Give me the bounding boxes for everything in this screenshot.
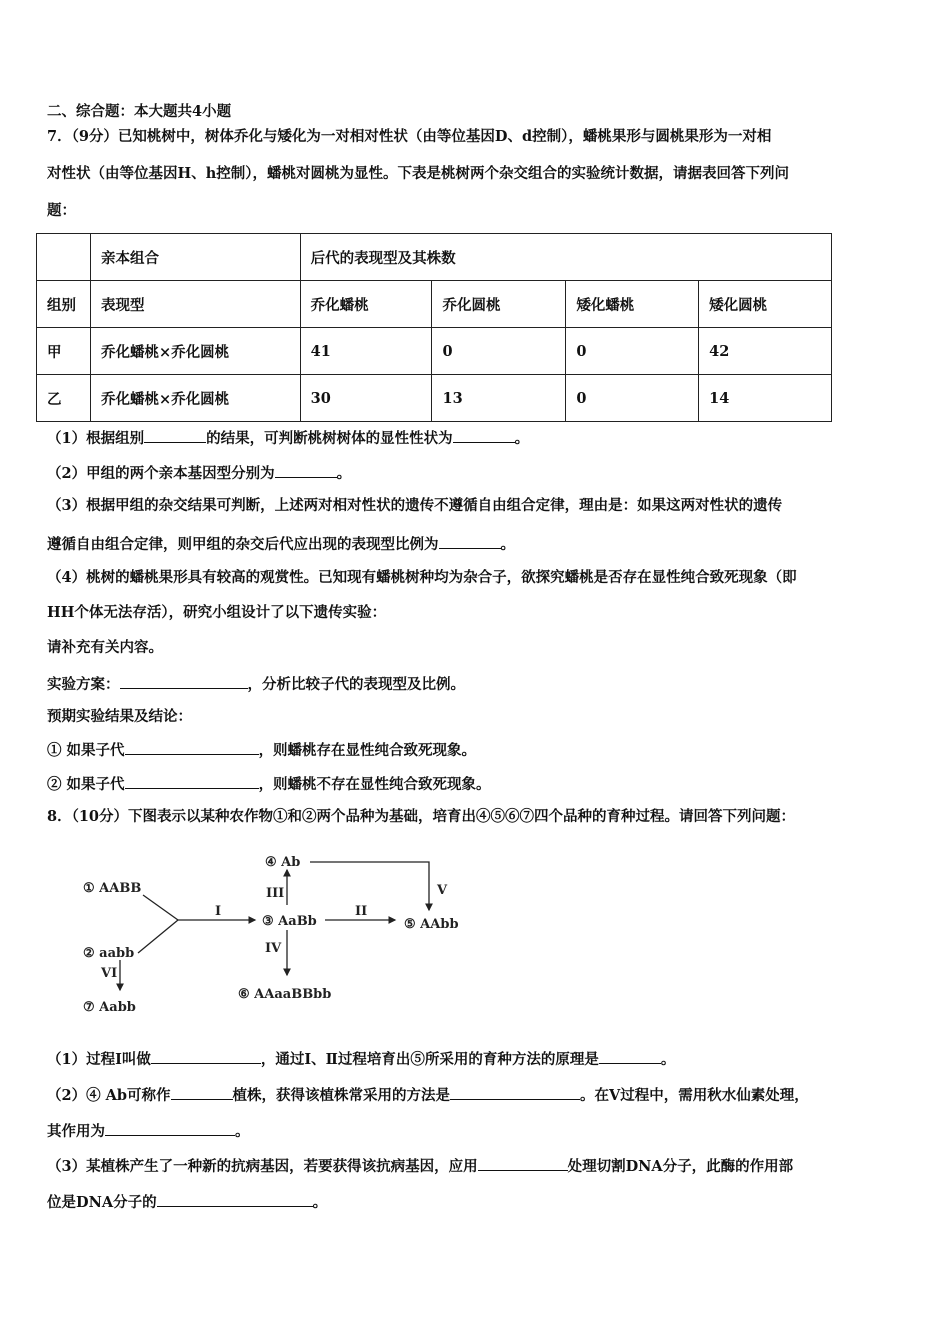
connector-line [138,920,178,953]
table-cell: 矮化圆桃 [699,281,832,328]
text: 的结果，可判断桃树树体的显性性状为 [206,430,453,447]
q7-intro-line1: 7．（9分）已知桃树中，树体乔化与矮化为一对相对性状（由等位基因D、d控制），蟠桃果形与圆桃果形为一对相 [47,128,772,145]
text: 其作用为 [47,1123,105,1140]
text: 处理切割DNA分子，此酶的作用部 [567,1158,794,1175]
table-cell: 14 [699,375,832,422]
text: 实验方案： [47,676,120,693]
text: ，分析比较子代的表现型及比例。 [247,676,465,693]
text: （1）过程I叫做 [47,1051,151,1068]
section-title: 二、综合题：本大题共4小题 [47,103,232,120]
table-cell: 表现型 [90,281,300,328]
q7-sub4-line3: 请补充有关内容。 [47,639,163,656]
text: ① 如果子代 [47,742,125,759]
q8-sub3-line2 [47,1191,327,1213]
table-cell: 0 [432,328,566,375]
answer-blank[interactable] [105,1120,235,1136]
q8-sub3-line1 [47,1155,793,1177]
process-label: III [266,886,285,901]
q7-intro-line3: 题： [47,202,76,219]
text: 。 [660,1051,676,1068]
table-cell: 亲本组合 [90,234,300,281]
text: ，则蟠桃存在显性纯合致死现象。 [258,742,477,759]
node-3: ③ AaBb [262,914,317,929]
q8-sub2-line1 [47,1084,809,1106]
text: 植株，获得该植株常采用的方法是 [232,1087,451,1104]
connector-line [143,895,178,920]
process-label: I [215,904,222,919]
table-cell: 甲 [37,328,91,375]
node-2: ② aabb [83,946,135,961]
q7-intro-line2: 对性状（由等位基因H、h控制），蟠桃对圆桃为显性。下表是桃树两个杂交组合的实验统计数据，请据表回答下列问 [47,165,789,182]
table-cell: 30 [300,375,432,422]
text: 。 [336,465,352,482]
node-5: ⑤ AAbb [404,917,459,932]
table-cell: 41 [300,328,432,375]
text: （1）根据组别 [47,430,145,447]
answer-blank[interactable] [450,1084,580,1100]
q7-sub4-expect: 预期实验结果及结论： [47,708,192,725]
table-cell: 乔化蟠桃×乔化圆桃 [90,375,300,422]
table-cell: 乔化圆桃 [432,281,566,328]
node-7: ⑦ Aabb [83,1000,136,1015]
text: ，则蟠桃不存在显性纯合致死现象。 [258,776,491,793]
process-label: V [437,883,448,898]
answer-blank[interactable] [151,1048,261,1064]
table-cell: 0 [566,328,699,375]
table-cell: 乔化蟠桃×乔化圆桃 [90,328,300,375]
answer-blank[interactable] [599,1048,661,1064]
q8-intro: 8．（10分）下图表示以某种农作物①和②两个品种为基础，培育出④⑤⑥⑦四个品种的育种过程。请回答下列问题： [47,808,796,825]
q7-sub3-line1: （3）根据甲组的杂交结果可判断，上述两对相对性状的遗传不遵循自由组合定律，理由是：如果这两对性状的遗传 [47,497,783,514]
process-label: VI [101,966,118,981]
arrow-V [310,862,429,910]
text: 。 [514,430,530,447]
q8-sub1 [47,1048,675,1070]
text: 。在V过程中，需用秋水仙素处理， [580,1087,809,1104]
table-cell: 13 [432,375,566,422]
text: ② 如果子代 [47,776,125,793]
answer-blank[interactable] [478,1155,568,1171]
text: 。 [312,1194,328,1211]
answer-blank[interactable] [171,1084,233,1100]
text: 。 [235,1123,250,1140]
text: （2）④ Ab可称作 [47,1087,171,1104]
text: ，通过I、Ⅱ过程培育出⑤所采用的育种方法的原理是 [260,1051,599,1068]
answer-blank[interactable] [157,1191,313,1207]
q8-sub2-line2 [47,1120,250,1142]
node-1: ① AABB [83,881,142,896]
table-cell: 乙 [37,375,91,422]
q7-sub4-line1: （4）桃树的蟠桃果形具有较高的观赏性。已知现有蟠桃树种均为杂合子，欲探究蟠桃是否存在显性纯合致死现象（即 [47,569,797,586]
node-6: ⑥ AAaaBBbb [238,987,332,1002]
process-label: II [355,904,368,919]
table-cell: 后代的表现型及其株数 [300,234,831,281]
node-4: ④ Ab [265,855,301,870]
table-cell: 42 [699,328,832,375]
table-cell: 矮化蟠桃 [566,281,699,328]
table-cell: 组别 [37,281,91,328]
text: （2）甲组的两个亲本基因型分别为 [47,465,275,482]
text: （3）某植株产生了一种新的抗病基因，若要获得该抗病基因，应用 [47,1158,478,1175]
table-cell: 0 [566,375,699,422]
q7-sub4-line2: HH个体无法存活），研究小组设计了以下遗传实验： [47,604,387,621]
table-cell: 乔化蟠桃 [300,281,432,328]
text: 位是DNA分子的 [47,1194,157,1211]
text: 。 [500,536,515,553]
process-label: IV [265,941,282,956]
text: 遵循自由组合定律，则甲组的杂交后代应出现的表现型比例为 [47,536,439,553]
